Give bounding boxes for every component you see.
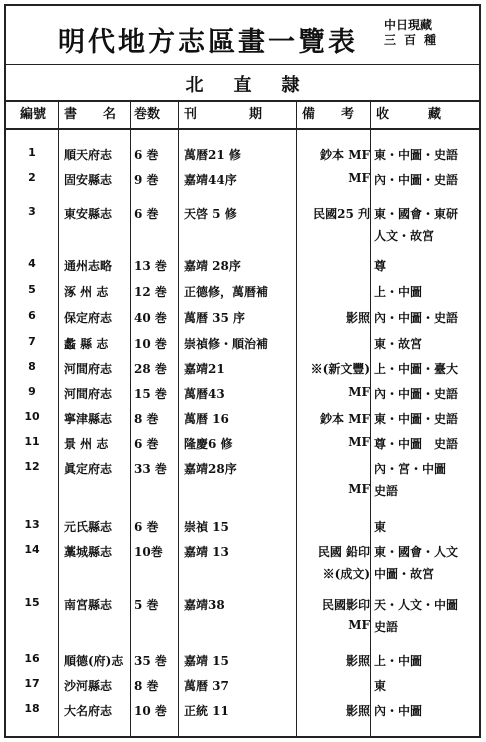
note-line-2: ※(成文) (322, 567, 370, 581)
page-title: 明代地方志區畫一覽表 (58, 27, 358, 58)
book-title: 固安縣志 (64, 173, 113, 187)
holdings-line-2: 史語 (374, 620, 399, 634)
note: 民國25 刋 (313, 207, 370, 221)
column-divider (370, 100, 371, 736)
row-number: 17 (24, 677, 40, 690)
holdings-line-2: 人文・故宮 (374, 229, 435, 243)
book-title: 元氏縣志 (64, 520, 113, 534)
volume-count: 33 巻 (134, 462, 167, 476)
note-line-2: MF (348, 618, 370, 632)
volume-count: 10 巻 (134, 337, 167, 351)
note: 影照 (345, 704, 370, 718)
row-number: 5 (28, 283, 36, 296)
column-divider (178, 100, 179, 736)
holdings: 上・中圖 (374, 654, 423, 668)
row-number: 2 (28, 171, 36, 184)
book-title: 蠡 縣 志 (64, 337, 109, 351)
publication-period: 萬暦 37 (184, 679, 229, 693)
col-header-volumes: 巻数 (134, 107, 161, 122)
holdings: 東・國會・人文 (374, 545, 459, 559)
holdings: 東 (374, 679, 387, 693)
row-number: 13 (24, 518, 40, 531)
row-number: 18 (24, 702, 40, 715)
volume-count: 8 巻 (134, 412, 159, 426)
col-header-book: 書 名 (64, 107, 117, 122)
row-number: 11 (24, 435, 40, 448)
publication-period: 嘉靖38 (184, 598, 225, 612)
table-page (4, 4, 481, 738)
note: 影照 (345, 654, 370, 668)
subtitle (384, 18, 456, 48)
publication-period: 嘉靖 15 (184, 654, 229, 668)
col-header-holdings: 收 藏 (376, 107, 442, 122)
holdings: 內・中圖 (374, 704, 423, 718)
book-title: 河間府志 (64, 362, 113, 376)
holdings-line-2: 史語 (374, 484, 399, 498)
volume-count: 6 巻 (134, 148, 159, 162)
note: ※(新文豐) (310, 362, 370, 376)
volume-count: 6 巻 (134, 520, 159, 534)
col-header-no: 編號 (19, 107, 46, 122)
publication-period: 隆慶6 修 (184, 437, 233, 451)
region-title: 北直隷 (185, 75, 330, 96)
column-divider (130, 100, 131, 736)
holdings: 內・中圖・史語 (374, 173, 459, 187)
note: 民國 鉛印 (317, 545, 370, 559)
book-title: 保定府志 (64, 311, 113, 325)
note: 鈔本 MF (320, 148, 370, 162)
holdings: 東 (374, 520, 387, 534)
book-title: 涿 州 志 (64, 285, 109, 299)
book-title: 藁城縣志 (64, 545, 113, 559)
volume-count: 15 巻 (134, 387, 167, 401)
row-number: 6 (28, 309, 36, 322)
book-title: 寧津縣志 (64, 412, 113, 426)
title-row (6, 6, 479, 64)
note: 影照 (345, 311, 370, 325)
row-number: 16 (24, 652, 40, 665)
volume-count: 8 巻 (134, 679, 159, 693)
column-divider (296, 100, 297, 736)
publication-period: 嘉靖 28序 (184, 259, 241, 273)
holdings: 東・故宮 (374, 337, 423, 351)
holdings: 東・中圖・史語 (374, 148, 459, 162)
publication-period: 嘉靖21 (184, 362, 225, 376)
row-number: 8 (28, 360, 36, 373)
book-title: 眞定府志 (64, 462, 113, 476)
holdings: 內・中圖・史語 (374, 311, 459, 325)
column-divider (58, 100, 59, 736)
book-title: 通州志略 (64, 259, 113, 273)
volume-count: 13 巻 (134, 259, 167, 273)
note: MF (348, 171, 370, 185)
note: 鈔本 MF (320, 412, 370, 426)
volume-count: 6 巻 (134, 437, 159, 451)
book-title: 景 州 志 (64, 437, 109, 451)
publication-period: 崇禎修・順治補 (184, 337, 269, 351)
publication-period: 萬暦43 (184, 387, 225, 401)
volume-count: 28 巻 (134, 362, 167, 376)
holdings: 尊 (374, 259, 387, 273)
holdings: 上・中圖・臺大 (374, 362, 459, 376)
holdings: 東・國會・東研 (374, 207, 459, 221)
row-number: 3 (28, 205, 36, 218)
volume-count: 12 巻 (134, 285, 167, 299)
row-number: 9 (28, 385, 36, 398)
column-header-row (6, 100, 479, 130)
volume-count: 10巻 (134, 545, 163, 559)
publication-period: 萬暦21 修 (184, 148, 241, 162)
volume-count: 35 巻 (134, 654, 167, 668)
note-line-2: MF (348, 482, 370, 496)
book-title: 沙河縣志 (64, 679, 113, 693)
publication-period: 嘉靖28序 (184, 462, 237, 476)
note: MF (348, 385, 370, 399)
publication-period: 萬暦 35 序 (184, 311, 246, 325)
publication-period: 天啓 5 修 (184, 207, 237, 221)
publication-period: 嘉靖 13 (184, 545, 229, 559)
note: MF (348, 435, 370, 449)
holdings: 內・中圖・史語 (374, 387, 459, 401)
subtitle-line-2: 三百種 (384, 33, 445, 47)
publication-period: 嘉靖44序 (184, 173, 237, 187)
row-number: 14 (24, 543, 40, 556)
publication-period: 正德修，萬暦補 (184, 285, 269, 299)
publication-period: 正統 11 (184, 704, 229, 718)
volume-count: 9 巻 (134, 173, 159, 187)
volume-count: 10 巻 (134, 704, 167, 718)
holdings: 天・人文・中圖 (374, 598, 459, 612)
book-title: 順天府志 (64, 148, 113, 162)
holdings-line-2: 中圖・故宮 (374, 567, 435, 581)
row-number: 10 (24, 410, 40, 423)
note: 民國影印 (321, 598, 370, 612)
volume-count: 5 巻 (134, 598, 159, 612)
holdings: 上・中圖 (374, 285, 423, 299)
book-title: 東安縣志 (64, 207, 113, 221)
row-number: 15 (24, 596, 40, 609)
volume-count: 40 巻 (134, 311, 167, 325)
row-number: 4 (28, 257, 36, 270)
volume-count: 6 巻 (134, 207, 159, 221)
publication-period: 崇禎 15 (184, 520, 229, 534)
book-title: 河間府志 (64, 387, 113, 401)
subtitle-line-1: 中日現藏 (384, 18, 433, 32)
holdings: 內・宮・中圖 (374, 462, 447, 476)
holdings: 東・中圖・史語 (374, 412, 459, 426)
row-number: 1 (28, 146, 36, 159)
row-number: 7 (28, 335, 36, 348)
book-title: 大名府志 (64, 704, 113, 718)
region-row (6, 64, 479, 101)
row-number: 12 (24, 460, 40, 473)
book-title: 南宮縣志 (64, 598, 113, 612)
holdings: 尊・中圖 史語 (374, 437, 459, 451)
publication-period: 萬暦 16 (184, 412, 229, 426)
col-header-period: 刊 期 (184, 107, 263, 122)
col-header-notes: 備 考 (302, 107, 355, 122)
book-title: 順德(府)志 (64, 654, 124, 668)
